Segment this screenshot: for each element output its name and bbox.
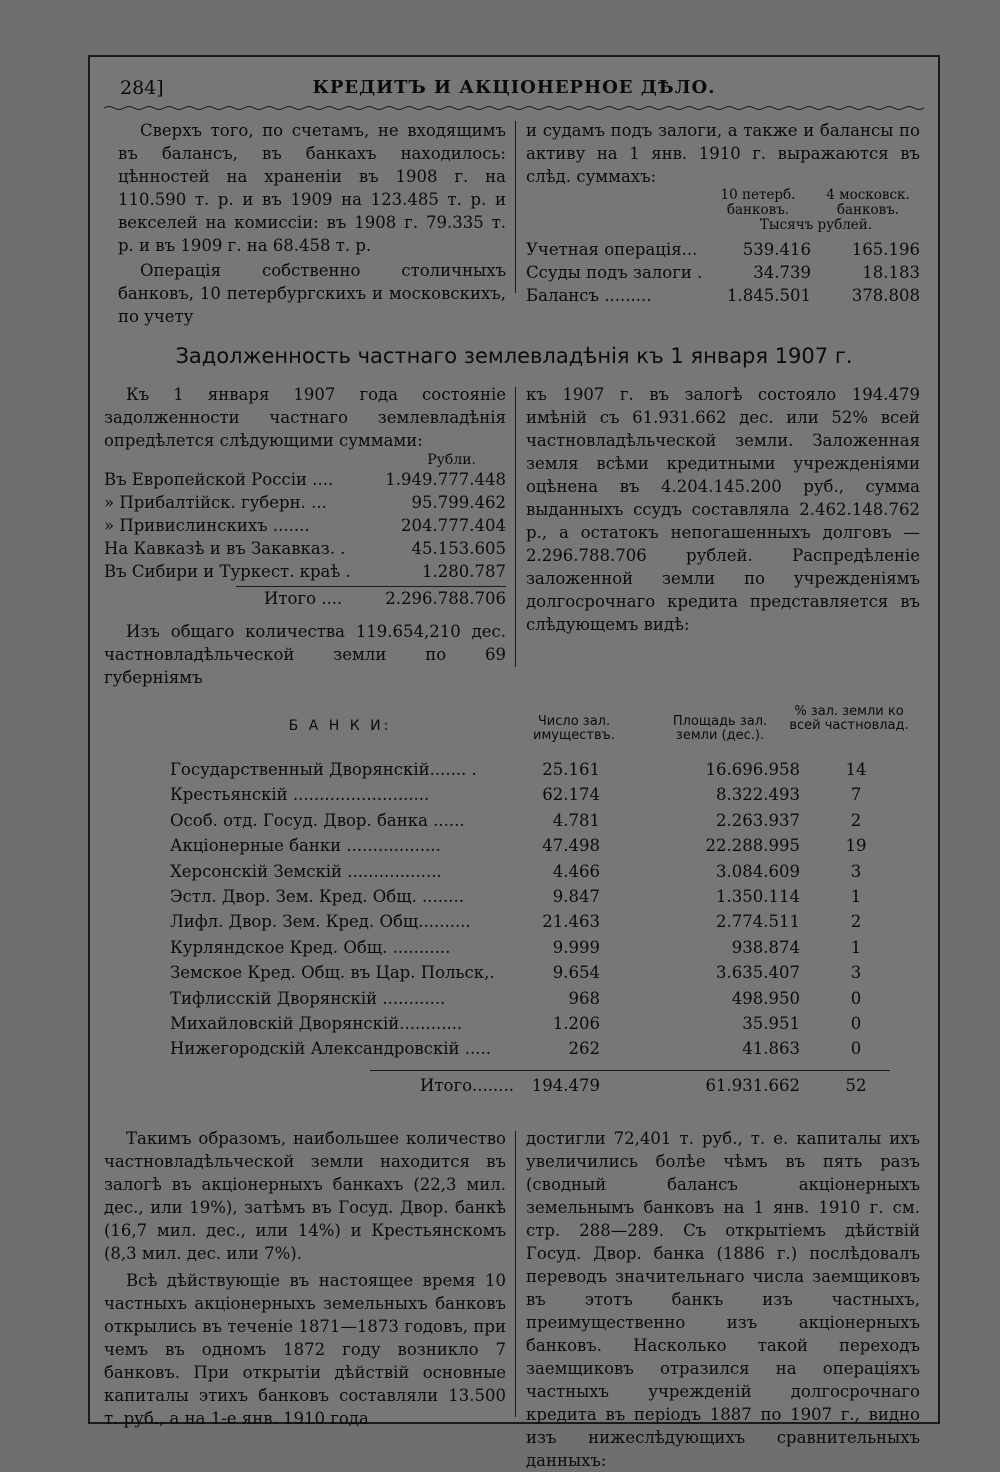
table-row — [170, 833, 910, 858]
top-table-header — [526, 188, 920, 238]
table-row — [104, 537, 506, 560]
paragraph: Операція собственно столичныхъ банковъ, 10 петербургскихъ и московскихъ, по учету — [118, 261, 506, 326]
percent-share: 1 — [850, 937, 862, 957]
estates-count: 968 — [568, 988, 600, 1008]
page-header — [90, 77, 938, 107]
row-label: Балансъ ......... — [526, 286, 652, 305]
paragraph: къ 1907 г. въ залогѣ состояло 194.479 имѣній съ 61.931.662 дес. или 52% всей частновладѣльческой земли. Заложенная земля всѣми кредитными учрежденіями оцѣнена въ 4.204.145.200 руб., сумма выданныхъ ссудъ составляла 2.462.148.762 р., а остатокъ непогашенныхъ долговъ — 2.296.788.706 рублей. Распредѣленіе заложенной земли по учрежденіямъ долгосрочнаго кредита представляется въ слѣдующемъ видѣ: — [526, 385, 920, 634]
estates-count: 25.161 — [542, 760, 600, 779]
top-right-column — [526, 119, 920, 307]
section-title: Задолженность частнаго землевладѣнія къ 1 января 1907 г. — [175, 344, 853, 368]
bank-name: Нижегородскій Александровскій ..... — [170, 1039, 492, 1059]
percent-share: 3 — [850, 861, 862, 881]
table-row — [170, 935, 910, 960]
row-value: 378.808 — [851, 286, 920, 305]
total-c3: 52 — [845, 1075, 867, 1095]
paragraph: и судамъ подъ залоги, а также и балансы по активу на 1 янв. 1910 г. выражаются въ слѣд. суммахъ: — [526, 121, 920, 186]
area-desiatins: 1.350.114 — [716, 886, 800, 906]
area-desiatins: 22.288.995 — [705, 836, 800, 856]
table-row — [526, 238, 920, 261]
row-label: » Привислинскихъ ....... — [104, 516, 310, 535]
bank-name: Херсонскій Земскій .................. — [170, 861, 442, 881]
column-header: % зал. земли ко всей частновлад. — [789, 704, 909, 733]
total-c2: 61.931.662 — [705, 1075, 800, 1095]
row-value: 165.196 — [851, 240, 920, 259]
table-row — [104, 514, 506, 537]
column-header: 10 петерб. банковъ. — [720, 187, 796, 218]
row-label: На Кавказѣ и въ Закавказ. . — [104, 539, 346, 558]
area-desiatins: 16.696.958 — [705, 760, 800, 779]
sum-rule — [370, 1070, 890, 1071]
estates-count: 9.999 — [552, 937, 600, 957]
percent-share: 14 — [845, 760, 867, 779]
table-row — [170, 808, 910, 833]
row-value: 204.777.404 — [401, 516, 506, 535]
estates-count: 9.654 — [552, 963, 600, 983]
page-number: 284] — [120, 77, 164, 99]
total-label: Итого........ — [420, 1075, 514, 1095]
area-desiatins: 938.874 — [731, 937, 800, 957]
bank-name: Акціонерные банки .................. — [170, 836, 441, 856]
total-row — [170, 1073, 910, 1099]
total-row — [104, 587, 506, 610]
bank-name: Государственный Дворянскій....... . — [170, 760, 477, 779]
table-row — [170, 1011, 910, 1036]
estates-count: 1.206 — [552, 1013, 600, 1033]
table-row — [104, 468, 506, 491]
area-desiatins: 498.950 — [731, 988, 800, 1008]
bank-name: Крестьянскій .......................... — [170, 785, 430, 805]
paragraph: Изъ общаго количества 119.654,210 дес. частновладѣльческой земли по 69 губерніямъ — [104, 622, 506, 687]
mid-right-column — [526, 383, 920, 636]
column-header: Б А Н К И: — [288, 718, 392, 734]
row-value: 539.416 — [742, 240, 811, 259]
bank-name: Эстл. Двор. Зем. Кред. Общ. ........ — [170, 886, 465, 906]
bank-name: Курляндское Кред. Общ. ........... — [170, 937, 451, 957]
table-row — [170, 859, 910, 884]
column-divider — [515, 1131, 516, 1417]
paragraph: Всѣ дѣйствующіе въ настоящее время 10 частныхъ акціонерныхъ земельныхъ банковъ открылись въ теченіе 1871—1873 годовъ, при чемъ въ одномъ 1872 году возникло 7 банковъ. При открытіи дѣйствій основные капиталы этихъ банковъ составляли 13.500 т. руб., а на 1-е янв. 1910 года — [104, 1271, 506, 1428]
area-desiatins: 8.322.493 — [716, 785, 800, 805]
estates-count: 4.781 — [552, 810, 600, 830]
area-desiatins: 3.084.609 — [716, 861, 800, 881]
bank-name: Тифлисскій Дворянскій ............ — [170, 988, 446, 1008]
units-label: Тысячъ рублей. — [759, 217, 873, 233]
estates-count: 9.847 — [552, 886, 600, 906]
estates-count: 262 — [568, 1039, 600, 1059]
bank-name: Михайловскій Дворянскій............ — [170, 1013, 463, 1033]
header-wavy-rule — [104, 105, 924, 111]
percent-share: 2 — [850, 912, 862, 932]
estates-count: 21.463 — [542, 912, 600, 932]
table-row — [170, 782, 910, 807]
mid-left-column — [104, 383, 506, 689]
column-header: Площадь зал. земли (дес.). — [672, 714, 768, 743]
total-label: Итого .... — [264, 589, 343, 608]
table-row — [170, 986, 910, 1011]
top-left-column — [118, 119, 506, 328]
paragraph: Къ 1 января 1907 года состояніе задолженности частнаго землевладѣнія опредѣлется слѣдующими суммами: — [104, 385, 506, 450]
bottom-right-column — [526, 1127, 920, 1472]
column-divider — [515, 121, 516, 293]
area-desiatins: 2.774.511 — [716, 912, 800, 932]
paragraph: достигли 72,401 т. руб., т. е. капиталы ихъ увеличились болѣе чѣмъ въ пять разъ (сводный балансъ акціонерныхъ земельнымъ банковъ на 1 янв. 1910 г. см. стр. 288—289. Съ открытіемъ дѣйствій Госуд. Двор. банка (1886 г.) послѣдовалъ переводъ значительнаго числа заемщиковъ въ этотъ банкъ изъ частныхъ, преимущественно изъ акціонерныхъ банковъ. Насколько такой переходъ заемщиковъ отразился на операціяхъ частныхъ учрежденій долгосрочнаго кредита въ періодъ 1887 по 1907 г., видно изъ нижеслѣдующихъ сравнительныхъ данныхъ: — [526, 1129, 920, 1470]
table-row — [170, 960, 910, 985]
banks-table — [170, 705, 910, 1099]
unit-label: Рубли. — [427, 452, 476, 468]
banks-table-body — [170, 757, 910, 1062]
banks-table-header — [170, 705, 910, 757]
percent-share: 7 — [850, 785, 862, 805]
column-header: Число зал. имуществъ. — [533, 714, 615, 743]
percent-share: 0 — [850, 1013, 862, 1033]
table-row — [170, 757, 910, 782]
table-row — [526, 284, 920, 307]
estates-count: 4.466 — [552, 861, 600, 881]
row-value: 34.739 — [753, 263, 811, 282]
estates-count: 47.498 — [542, 836, 600, 856]
bank-name: Особ. отд. Госуд. Двор. банка ...... — [170, 810, 465, 830]
bank-name: Земское Кред. Общ. въ Цар. Польск,. — [170, 963, 495, 983]
column-divider — [515, 387, 516, 667]
row-label: Учетная операція... — [526, 240, 698, 259]
percent-share: 19 — [845, 836, 867, 856]
table-row — [104, 560, 506, 583]
percent-share: 2 — [850, 810, 862, 830]
bottom-left-column — [104, 1127, 506, 1430]
table-row — [170, 909, 910, 934]
area-desiatins: 41.863 — [742, 1039, 800, 1059]
paragraph: Сверхъ того, по счетамъ, не входящимъ въ балансъ, въ банкахъ находилось: цѣнностей на храненіи въ 1908 г. на 110.590 т. р. и въ 1909 на 123.485 т. р. и векселей на комиссіи: въ 1908 г. 79.335 т. р. и въ 1909 г. на 68.458 т. р. — [118, 121, 506, 255]
area-desiatins: 3.635.407 — [716, 963, 800, 983]
row-label: Въ Европейской Россіи .... — [104, 470, 334, 489]
percent-share: 0 — [850, 988, 862, 1008]
running-title: КРЕДИТЪ И АКЦІОНЕРНОЕ ДѢЛО. — [312, 77, 716, 98]
table-row — [526, 261, 920, 284]
column-header: 4 московск. банковъ. — [826, 187, 910, 218]
row-label: Ссуды подъ залоги . — [526, 263, 703, 282]
percent-share: 0 — [850, 1039, 862, 1059]
bank-name: Лифл. Двор. Зем. Кред. Общ.......... — [170, 912, 471, 932]
table-row — [170, 884, 910, 909]
row-value: 1.845.501 — [727, 286, 811, 305]
row-label: Въ Сибири и Туркест. краѣ . — [104, 562, 351, 581]
table-row — [104, 491, 506, 514]
row-value: 95.799.462 — [411, 493, 506, 512]
area-desiatins: 2.263.937 — [716, 810, 800, 830]
total-c1: 194.479 — [531, 1075, 600, 1095]
row-value: 1.949.777.448 — [385, 470, 506, 489]
percent-share: 3 — [850, 963, 862, 983]
estates-count: 62.174 — [542, 785, 600, 805]
row-value: 45.153.605 — [411, 539, 506, 558]
row-value: 1.280.787 — [422, 562, 506, 581]
total-value: 2.296.788.706 — [385, 589, 506, 608]
area-desiatins: 35.951 — [742, 1013, 800, 1033]
row-label: » Прибалтійск. губерн. ... — [104, 493, 327, 512]
row-value: 18.183 — [862, 263, 920, 282]
table-row — [170, 1036, 910, 1061]
book-page — [88, 55, 940, 1470]
percent-share: 1 — [850, 886, 862, 906]
paragraph: Такимъ образомъ, наибольшее количество частновладѣльческой земли находится въ залогѣ въ акціонерныхъ банкахъ (22,3 мил. дес., или 19%), затѣмъ въ Госуд. Двор. банкѣ (16,7 мил. дес., или 14%) и Крестьянскомъ (8,3 мил. дес. или 7%). — [104, 1129, 506, 1263]
